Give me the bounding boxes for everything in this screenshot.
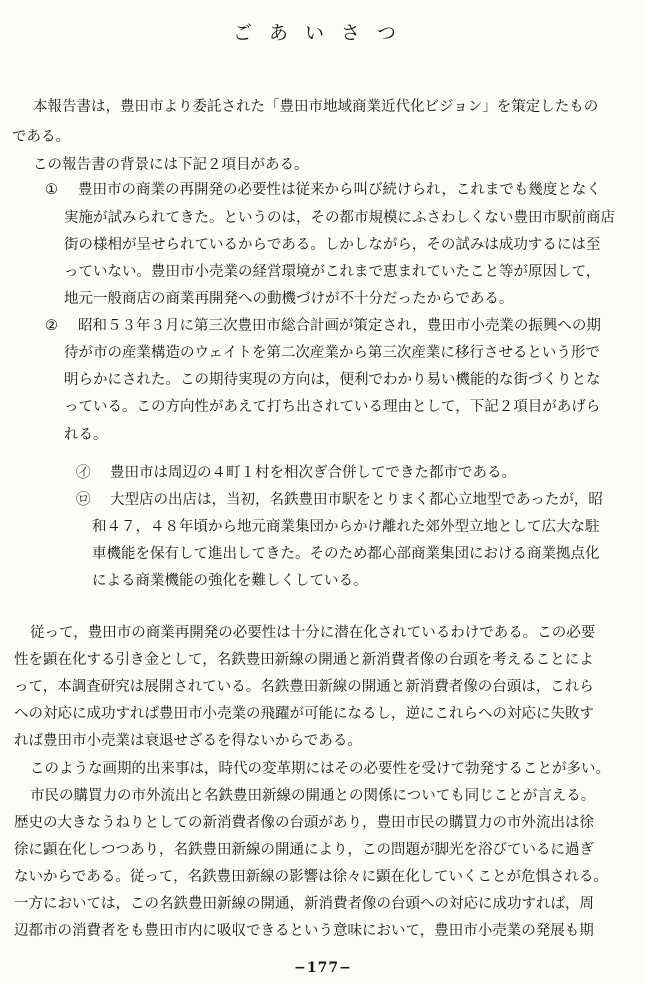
text-line: 豊田市の商業の再開発の必要性は従来から叫び続けられ，これまでも幾度となく xyxy=(78,182,601,198)
text-line: この報告書の背景には下記２項目がある。 xyxy=(33,157,309,173)
text-line: 辺都市の消費者をも豊田市内に吸収できるという意味において，豊田市小売業の発展も期 xyxy=(14,923,594,939)
text-line: 本報告書は，豊田市より委託された「豊田市地域商業近代化ビジョン」を策定したもの xyxy=(33,99,599,115)
page-title: ごあいさつ xyxy=(232,22,413,44)
text-line: 市民の購買力の市外流出と名鉄豊田新線の開通との関係についても同じことが言える。 xyxy=(30,788,596,804)
text-line: 実施が試みられてきた。というのは，その都市規模にふさわしくない豊田市駅前商店 xyxy=(64,210,615,226)
text-line: 従って，豊田市の商業再開発の必要性は十分に潜在化されているわけである。この必要 xyxy=(30,625,596,641)
text-line: れば豊田市小売業は衰退せざるを得ないからである。 xyxy=(14,733,362,749)
text-line: 性を顕在化する引き金として，名鉄豊田新線の開通と新消費者像の台頭を考えることによ xyxy=(14,652,594,668)
list-marker: ㋑ xyxy=(76,465,91,481)
text-line: への対応に成功すれば豊田市小売業の飛躍が可能になるし，逆にこれらへの対応に失敗す xyxy=(14,706,594,722)
text-line: ないからである。従って，名鉄豊田新線の影響は徐々に顕在化していくことが危惧される。 xyxy=(14,869,609,885)
text-line: 地元一般商店の商業再開発への動機づけが不十分だったからである。 xyxy=(64,291,514,307)
list-item-marker xyxy=(76,493,91,508)
text-line: 豊田市は周辺の４町１村を相次ぎ合併してできた都市である。 xyxy=(110,465,516,481)
text-line: 待が市の産業構造のウェイトを第二次産業から第三次産業に移行させるという形で xyxy=(64,345,600,361)
page-number: −177− xyxy=(294,960,352,976)
list-item-marker xyxy=(45,319,58,334)
text-line: 一方においては，この名鉄豊田新線の開通，新消費者像の台頭への対応に成功すれば，周 xyxy=(14,896,594,912)
text-line: っていない。豊田市小売業の経営環境がこれまで恵まれていたこと等が原因して， xyxy=(64,264,601,280)
text-line: 街の様相が呈せられているからである。しかしながら，その試みは成功するには至 xyxy=(64,237,601,253)
text-line: っている。この方向性があえて打ち出されている理由として，下記２項目があげら xyxy=(64,399,601,415)
text-line: 車機能を保有して進出してきた。そのため都心部商業集団における商業拠点化 xyxy=(92,546,600,562)
text-line: って，本調査研究は展開されている。名鉄豊田新線の開通と新消費者像の台頭は，これら xyxy=(14,679,594,695)
text-line: 昭和５３年３月に第三次豊田市総合計画が策定され，豊田市小売業の振興への期 xyxy=(78,318,601,334)
text-line: 明らかにされた。この期待実現の方向は，便利でわかり易い機能的な街づくりとな xyxy=(64,372,601,388)
list-marker: ㋺ xyxy=(76,492,91,508)
list-marker: ① xyxy=(45,182,58,198)
text-line: である。 xyxy=(12,129,70,145)
text-line: このような画期的出来事は，時代の変革期にはその必要性を受けて勃発することが多い。 xyxy=(30,761,610,777)
list-marker: ② xyxy=(45,318,58,334)
list-item-marker xyxy=(76,466,91,481)
list-item-marker xyxy=(45,183,58,198)
text-line: 大型店の出店は，当初，名鉄豊田市駅をとりまく都心立地型であったが，昭 xyxy=(110,492,603,508)
text-line: れる。 xyxy=(64,427,108,443)
text-line: 和４７，４８年頃から地元商業集団からかけ離れた郊外型立地として広大な駐 xyxy=(92,519,600,535)
text-line: 徐に顕在化しつつあり，名鉄豊田新線の開通により，この問題が脚光を浴びているに過ぎ xyxy=(14,842,594,858)
text-line: 歴史の大きなうねりとしての新消費者像の台頭があり，豊田市民の購買力の市外流出は徐 xyxy=(14,815,594,831)
text-line: による商業機能の強化を難しくしている。 xyxy=(92,573,368,589)
